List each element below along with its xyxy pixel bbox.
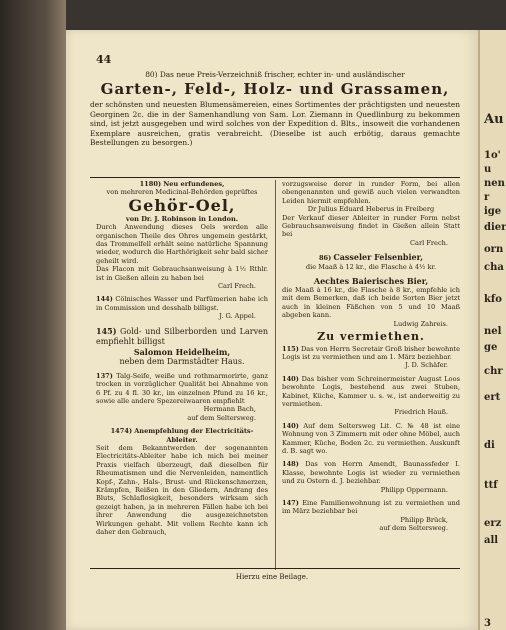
ad-text-2: Das Flacon mit Gebrauchsanweisung à 1½ Rthlr. ist in Gießen allein zu haben bei [96, 265, 268, 282]
ad-number: 137) [96, 371, 113, 380]
bavarian-beer-ad [282, 276, 460, 328]
ad-text: die Maaß à 16 kr., die Flasche à 8 kr., empfehle ich mit dem Bemerken, daß ich beide Sorten Bier jetzt auch in kleinen Fäßchen von 5 und 10 Maaß abgeben kann. [282, 286, 460, 320]
left-column [96, 180, 268, 541]
next-page-fragment: 1ο' [484, 150, 501, 161]
next-page-fragment: di [484, 440, 495, 451]
seed-catalog-ad [90, 70, 460, 147]
ad-text: Das von Herrn Amendt, Baunassfeder I. Klasse, bewohnte Logis ist wieder zu vermiethen und zu Ostern d. J. beziehbar. [282, 460, 460, 486]
ad-text: Das von Herrn Secretair Groß bisher bewohnte Logis ist zu vermiethen und am 1. März beziehbar. [282, 344, 460, 361]
ad-text-2: Der Verkauf dieser Ableiter in runder Form nebst Gebrauchsanweisung findet in Gießen allein Statt bei [282, 213, 460, 239]
ad-number: 145) [96, 325, 117, 336]
ad-text: Talg-Seife, weiße und rothmarmorirte, ganz trocken in vorzüglicher Qualität bei Abnahme von 6 Pf. zu 4 fl. 30 kr., im einzelnen Pfund zu 16 kr., sowie alle andere Spezereiwaaren empfiehlt [96, 371, 268, 405]
ad-text: Auf dem Seltersweg Lit. C. № 48 ist eine Wohnung von 3 Zimmern mit oder ohne Möbel, auch Kammer, Küche, Boden 2c. zu vermiethen. Auskunft d. B. sagt wo. [282, 421, 460, 455]
conductor-continuation [282, 180, 460, 247]
next-page-fragment: orn [484, 244, 504, 255]
ad-address: neben dem Darmstädter Haus. [119, 356, 245, 366]
ad-text: Durch Anwendung dieses Oels werden alle organischen Theile des Ohres ungemein gestärkt, das Trommelfell erhält seine natürliche Spannung wieder, wodurch die Harthörigkeit sehr bald sicher geheilt wird. [96, 223, 268, 265]
right-column [282, 180, 460, 538]
ear-oil-ad [96, 180, 268, 290]
ad-signature: J. G. Appel. [219, 312, 256, 321]
ad-number: 148) [282, 460, 299, 469]
next-page-fragment: cha [484, 262, 504, 273]
ad-merchant: Salomon Heidelheim, [133, 346, 231, 357]
ad-signature: Philipp Brück, [400, 515, 448, 524]
ad-text: Seit dem Bekanntwerden der sogenannten Electricitäts-Ableiter habe ich mich bei meiner Praxis vielfach überzeugt, daß dieselben für Rheumatismen und die Nervenleiden, namentlich Kopf-, Zahn-, Hals-, Brust- und Rückenschmerzen, Krämpfen, Reißen in den Gliedern, Andrang des Bluts, Schlaflosigkeit, besonders wirksam sich gezeigt haben, ja in mehreren Fällen habe ich bei ihrer Anwendung die ausgezeichnetsten Wirkungen gehabt. Mit vollem Rechte kann ich daher den Gebrauch, [96, 443, 268, 536]
ad-text: vorzugsweise derer in runder Form, bei allen obengenannten und gewiß auch vielen verwandten Leiden hiermit empfehlen. [282, 180, 460, 205]
ad-text: Gold- und Silberborden und Larven empfiehlt billigst [96, 326, 268, 346]
ad-title: Anempfehlung der Electricitäts-Ableiter. [134, 427, 254, 444]
bottom-rule [90, 568, 460, 569]
ad-signature: Friedrich Hauß. [394, 408, 448, 417]
book-gutter [0, 0, 66, 630]
ad-number: 140) [282, 421, 299, 430]
next-page-fragment: nen [484, 178, 505, 189]
ad-title: Garten-, Feld-, Holz- und Grassamen, [100, 80, 450, 99]
electricity-conductor-ad [96, 427, 268, 536]
next-page-fragment: kfo [484, 294, 502, 305]
ad-address: auf dem Seltersweg. [187, 413, 256, 422]
top-rule [90, 177, 460, 178]
ad-product: Gehör-Oel, [128, 195, 236, 215]
next-page-fragment: chr [484, 366, 503, 377]
ad-signature: Philipp Oppermann. [380, 485, 448, 494]
next-page-fragment: u [484, 164, 492, 175]
ad-text: Das bisher vom Schreinermeister August Loos bewohnte Logis, bestehend aus zwei Stuben, Kabinet, Küche, Kammer u. s. w., ist anderweitig zu vermiethen. [282, 374, 460, 408]
ad-address: auf dem Seltersweg. [379, 524, 448, 533]
ad-text: Eine Familienwohnung ist zu vermiethen und im März beziehbar bei [282, 499, 460, 516]
document-page [66, 30, 478, 630]
next-page-fragment: ige [484, 206, 502, 217]
ad-number: 1180) [139, 180, 162, 188]
ad-title: Neu erfundenes, [163, 180, 225, 188]
ad-number: 1474) [110, 427, 133, 436]
next-page-fragment: ttf [484, 480, 498, 491]
ad-subtitle: von mehreren Medicinal-Behörden geprüftes [106, 188, 258, 197]
ad-intro: 80) Das neue Preis-Verzeichniß frischer, echter in- und ausländischer [145, 70, 405, 79]
column-divider [275, 180, 276, 570]
rental-ad-140a [282, 375, 460, 417]
next-page-fragment: all [484, 535, 499, 546]
rental-ad-147 [282, 499, 460, 533]
next-page-fragment: nel [484, 326, 502, 337]
ad-signature: Ludwig Zahreis. [393, 319, 448, 328]
ad-signature: Hermann Bach, [203, 405, 256, 414]
ad-signature: Carl Frech. [410, 238, 448, 247]
rental-ad-140b [282, 422, 460, 456]
borders-ad [96, 326, 268, 367]
ad-number: 115) [282, 344, 299, 353]
ad-text: Cölnisches Wasser und Parfümerien habe ich in Commission und desshalb billigst. [96, 295, 268, 312]
cologne-water-ad [96, 295, 268, 320]
soap-ad [96, 372, 268, 422]
ad-text: die Maaß à 12 kr., die Flasche à 4½ kr. [305, 262, 437, 271]
next-page-fragment: ge [484, 342, 498, 353]
ad-body: der schönsten und neuesten Blumensämereien, eines Sortimentes der prächtigsten und neuesten Georginen 2c. die in der Samenhandlung von Sam. Lor. Ziemann in Quedlinburg zu bekommen sind, ist jetzt ausgegeben und wird solches von der Expedition d. Blts., insoweit die vorhandenen Exemplare ausreichen, gratis verabreicht. (Dieselbe ist auch erbötig, daraus gemachte Bestellungen zu besorgen.) [90, 100, 460, 148]
felsenbier-ad [282, 252, 460, 271]
ad-number: 147) [282, 499, 299, 507]
ad-maker: von Dr. J. Robinson in London. [125, 214, 239, 223]
next-page-fragment: dier [484, 222, 506, 233]
ad-number: 86) [318, 254, 332, 263]
next-page-fragment: erz [484, 518, 502, 529]
rental-ad-148 [282, 460, 460, 494]
next-page-fragment: 3 [484, 618, 491, 629]
next-page-fragment: Au [484, 112, 504, 127]
ad-author: Dr Julius Eduard Heberus in Freiberg [307, 205, 435, 214]
next-page-fragment: r [484, 192, 490, 203]
next-page-fragment: ert [484, 392, 501, 403]
ad-title: Casseler Felsenbier, [333, 252, 424, 263]
ad-signature: Carl Frech. [218, 282, 256, 291]
ad-signature: J. D. Schäfer. [405, 361, 448, 370]
supplement-note: Hierzu eine Beilage. [235, 573, 309, 581]
page-number: 44 [96, 53, 112, 66]
ad-title: Aechtes Baierisches Bier, [313, 276, 429, 287]
rental-ad-115 [282, 345, 460, 370]
ad-number: 140) [282, 374, 299, 383]
section-heading: Zu vermiethen. [317, 330, 425, 344]
next-page-edge [478, 30, 506, 630]
ad-number: 144) [96, 295, 113, 304]
